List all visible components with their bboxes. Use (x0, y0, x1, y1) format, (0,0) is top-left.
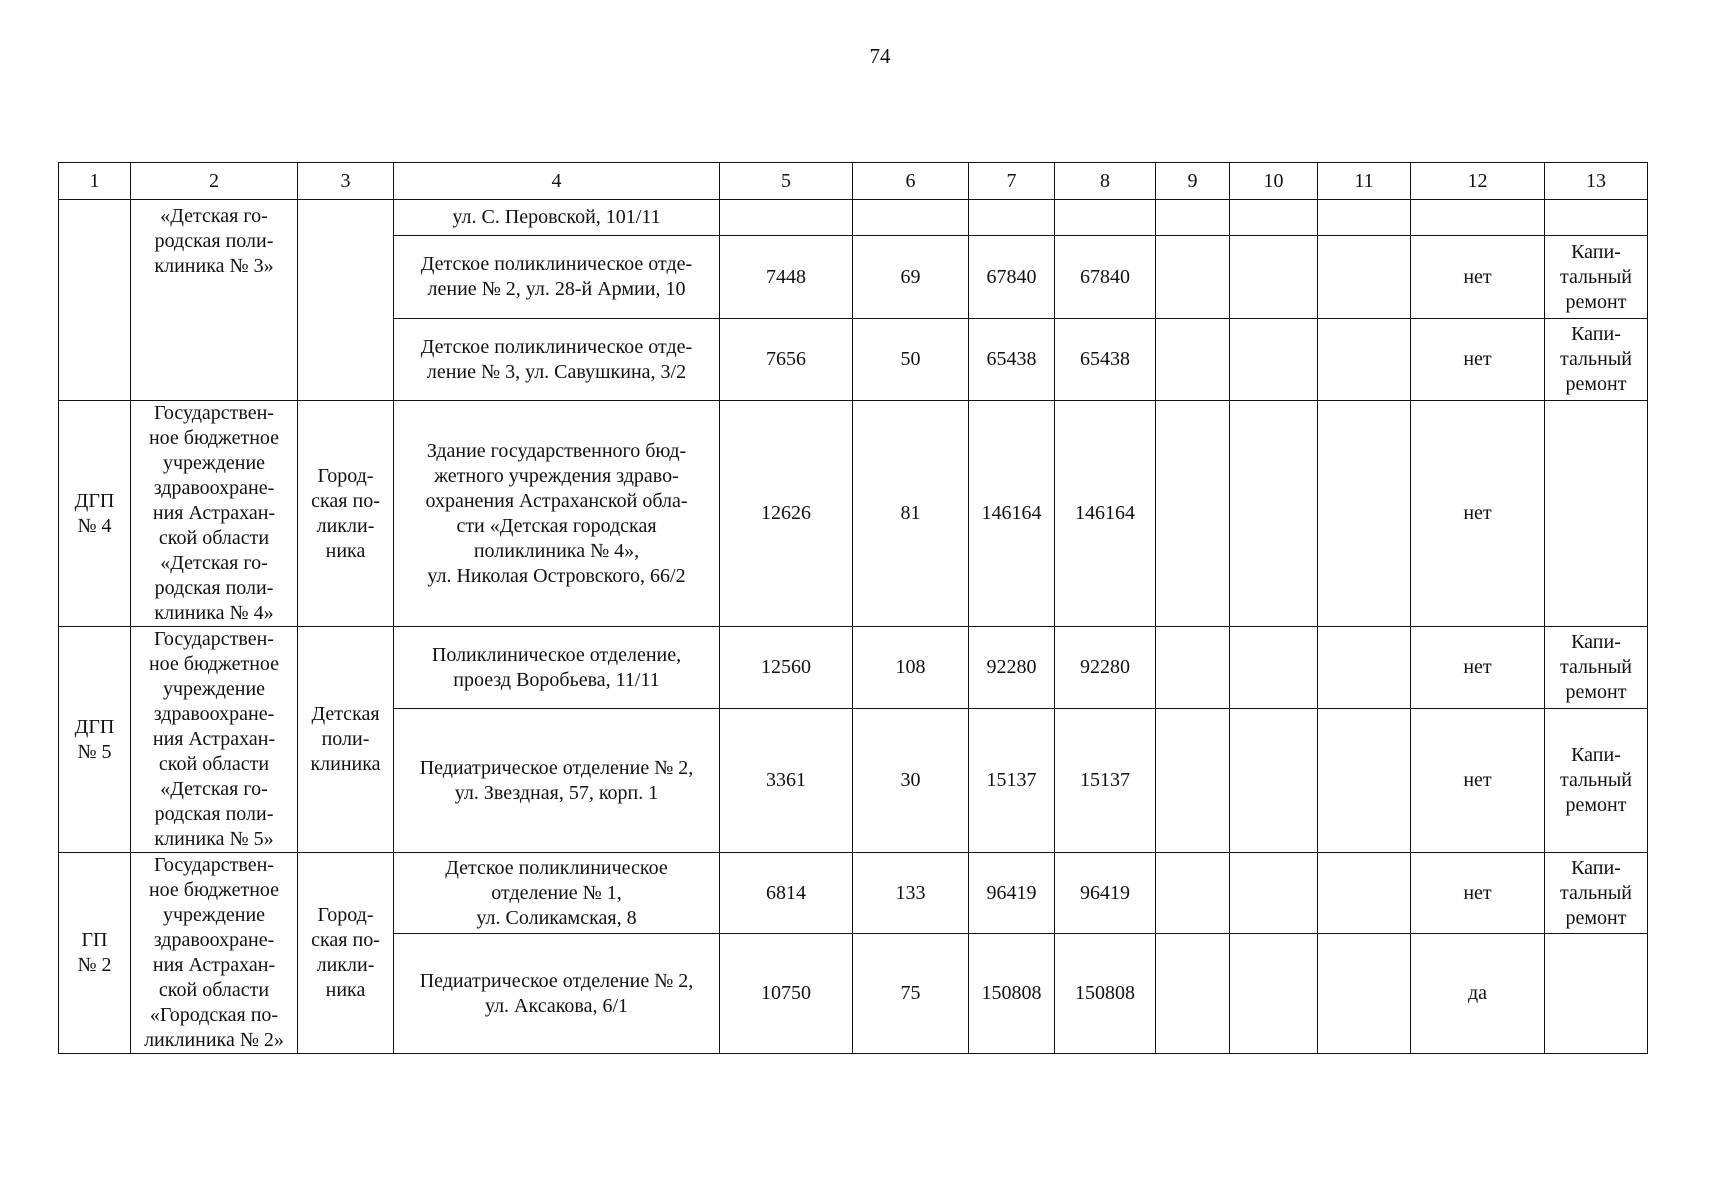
cell-col5: 6814 (720, 853, 853, 934)
cell-col12: нет (1411, 401, 1545, 627)
cell-col10 (1230, 236, 1318, 319)
cell-col6: 30 (853, 709, 969, 853)
page-number: 74 (869, 44, 891, 68)
header-cell: 6 (853, 163, 969, 200)
cell-col9 (1156, 236, 1230, 319)
building-address: Детское поликлиническое отде- ление № 2, ул. 28-й Армии, 10 (394, 236, 720, 319)
cell-col11 (1318, 627, 1411, 709)
cell-col8: 146164 (1055, 401, 1156, 627)
header-cell: 10 (1230, 163, 1318, 200)
cell-col13: Капи- тальный ремонт (1545, 236, 1648, 319)
institution-name: «Детская го- родская поли- клиника № 3» (131, 200, 298, 401)
header-cell: 11 (1318, 163, 1411, 200)
cell-col7: 67840 (969, 236, 1055, 319)
cell-col7: 65438 (969, 319, 1055, 401)
cell-col9 (1156, 627, 1230, 709)
cell-col10 (1230, 401, 1318, 627)
cell-col12: нет (1411, 709, 1545, 853)
cell-col12: нет (1411, 853, 1545, 934)
institution-code (59, 200, 131, 401)
cell-col11 (1318, 934, 1411, 1054)
building-address: Здание государственного бюд- жетного учреждения здраво- охранения Астраханской обла- сти «Детская городская поликлиника № 4», ул. Николая Островского, 66/2 (394, 401, 720, 627)
cell-col5 (720, 200, 853, 236)
cell-col7: 146164 (969, 401, 1055, 627)
cell-col6: 75 (853, 934, 969, 1054)
institution-name: Государствен- ное бюджетное учреждение здравоохране- ния Астрахан- ской области «Детская го- родская поли- клиника № 5» (131, 627, 298, 853)
header-cell: 5 (720, 163, 853, 200)
header-row (59, 163, 1648, 200)
header-cell: 3 (298, 163, 394, 200)
cell-col10 (1230, 200, 1318, 236)
cell-col10 (1230, 853, 1318, 934)
table-row (59, 627, 1648, 709)
table-row (59, 853, 1648, 934)
institution-name: Государствен- ное бюджетное учреждение здравоохране- ния Астрахан- ской области «Детская го- родская поли- клиника № 4» (131, 401, 298, 627)
cell-col5: 7448 (720, 236, 853, 319)
cell-col8: 67840 (1055, 236, 1156, 319)
header-cell: 7 (969, 163, 1055, 200)
cell-col8 (1055, 200, 1156, 236)
cell-col10 (1230, 319, 1318, 401)
header-cell: 4 (394, 163, 720, 200)
cell-col13: Капи- тальный ремонт (1545, 319, 1648, 401)
cell-col8: 96419 (1055, 853, 1156, 934)
building-address: Детское поликлиническое отде- ление № 3, ул. Савушкина, 3/2 (394, 319, 720, 401)
cell-col7: 96419 (969, 853, 1055, 934)
cell-col11 (1318, 200, 1411, 236)
cell-col5: 10750 (720, 934, 853, 1054)
institution-type: Город- ская по- ликли- ника (298, 401, 394, 627)
cell-col7: 150808 (969, 934, 1055, 1054)
cell-col9 (1156, 319, 1230, 401)
institution-code: ДГП № 5 (59, 627, 131, 853)
cell-col11 (1318, 236, 1411, 319)
cell-col11 (1318, 853, 1411, 934)
cell-col13 (1545, 401, 1648, 627)
cell-col9 (1156, 401, 1230, 627)
cell-col12 (1411, 200, 1545, 236)
cell-col13: Капи- тальный ремонт (1545, 627, 1648, 709)
cell-col6: 108 (853, 627, 969, 709)
cell-col6: 81 (853, 401, 969, 627)
cell-col6: 69 (853, 236, 969, 319)
cell-col5: 3361 (720, 709, 853, 853)
facilities-table (58, 162, 1648, 1054)
cell-col12: нет (1411, 627, 1545, 709)
header-cell: 1 (59, 163, 131, 200)
cell-col13 (1545, 934, 1648, 1054)
header-cell: 8 (1055, 163, 1156, 200)
cell-col10 (1230, 627, 1318, 709)
header-cell: 9 (1156, 163, 1230, 200)
cell-col6: 50 (853, 319, 969, 401)
table-row (59, 200, 1648, 236)
cell-col10 (1230, 709, 1318, 853)
cell-col13: Капи- тальный ремонт (1545, 853, 1648, 934)
cell-col9 (1156, 200, 1230, 236)
cell-col9 (1156, 853, 1230, 934)
cell-col9 (1156, 709, 1230, 853)
institution-code: ДГП № 4 (59, 401, 131, 627)
building-address: Детское поликлиническое отделение № 1, ул. Соликамская, 8 (394, 853, 720, 934)
cell-col7: 92280 (969, 627, 1055, 709)
building-address: Педиатрическое отделение № 2, ул. Аксакова, 6/1 (394, 934, 720, 1054)
table-row (59, 401, 1648, 627)
cell-col5: 12560 (720, 627, 853, 709)
cell-col5: 7656 (720, 319, 853, 401)
cell-col6 (853, 200, 969, 236)
cell-col7: 15137 (969, 709, 1055, 853)
cell-col11 (1318, 401, 1411, 627)
cell-col10 (1230, 934, 1318, 1054)
building-address: Педиатрическое отделение № 2, ул. Звездная, 57, корп. 1 (394, 709, 720, 853)
cell-col8: 150808 (1055, 934, 1156, 1054)
cell-col11 (1318, 709, 1411, 853)
cell-col12: нет (1411, 319, 1545, 401)
cell-col12: да (1411, 934, 1545, 1054)
cell-col12: нет (1411, 236, 1545, 319)
cell-col7 (969, 200, 1055, 236)
cell-col13 (1545, 200, 1648, 236)
building-address: Поликлиническое отделение, проезд Воробьева, 11/11 (394, 627, 720, 709)
institution-type (298, 200, 394, 401)
cell-col8: 65438 (1055, 319, 1156, 401)
header-cell: 2 (131, 163, 298, 200)
institution-code: ГП № 2 (59, 853, 131, 1054)
building-address: ул. С. Перовской, 101/11 (394, 200, 720, 236)
cell-col6: 133 (853, 853, 969, 934)
cell-col5: 12626 (720, 401, 853, 627)
cell-col11 (1318, 319, 1411, 401)
cell-col9 (1156, 934, 1230, 1054)
header-cell: 13 (1545, 163, 1648, 200)
cell-col8: 15137 (1055, 709, 1156, 853)
header-cell: 12 (1411, 163, 1545, 200)
institution-name: Государствен- ное бюджетное учреждение здравоохране- ния Астрахан- ской области «Городская по- ликлиника № 2» (131, 853, 298, 1054)
institution-type: Детская поли- клиника (298, 627, 394, 853)
cell-col8: 92280 (1055, 627, 1156, 709)
institution-type: Город- ская по- ликли- ника (298, 853, 394, 1054)
cell-col13: Капи- тальный ремонт (1545, 709, 1648, 853)
